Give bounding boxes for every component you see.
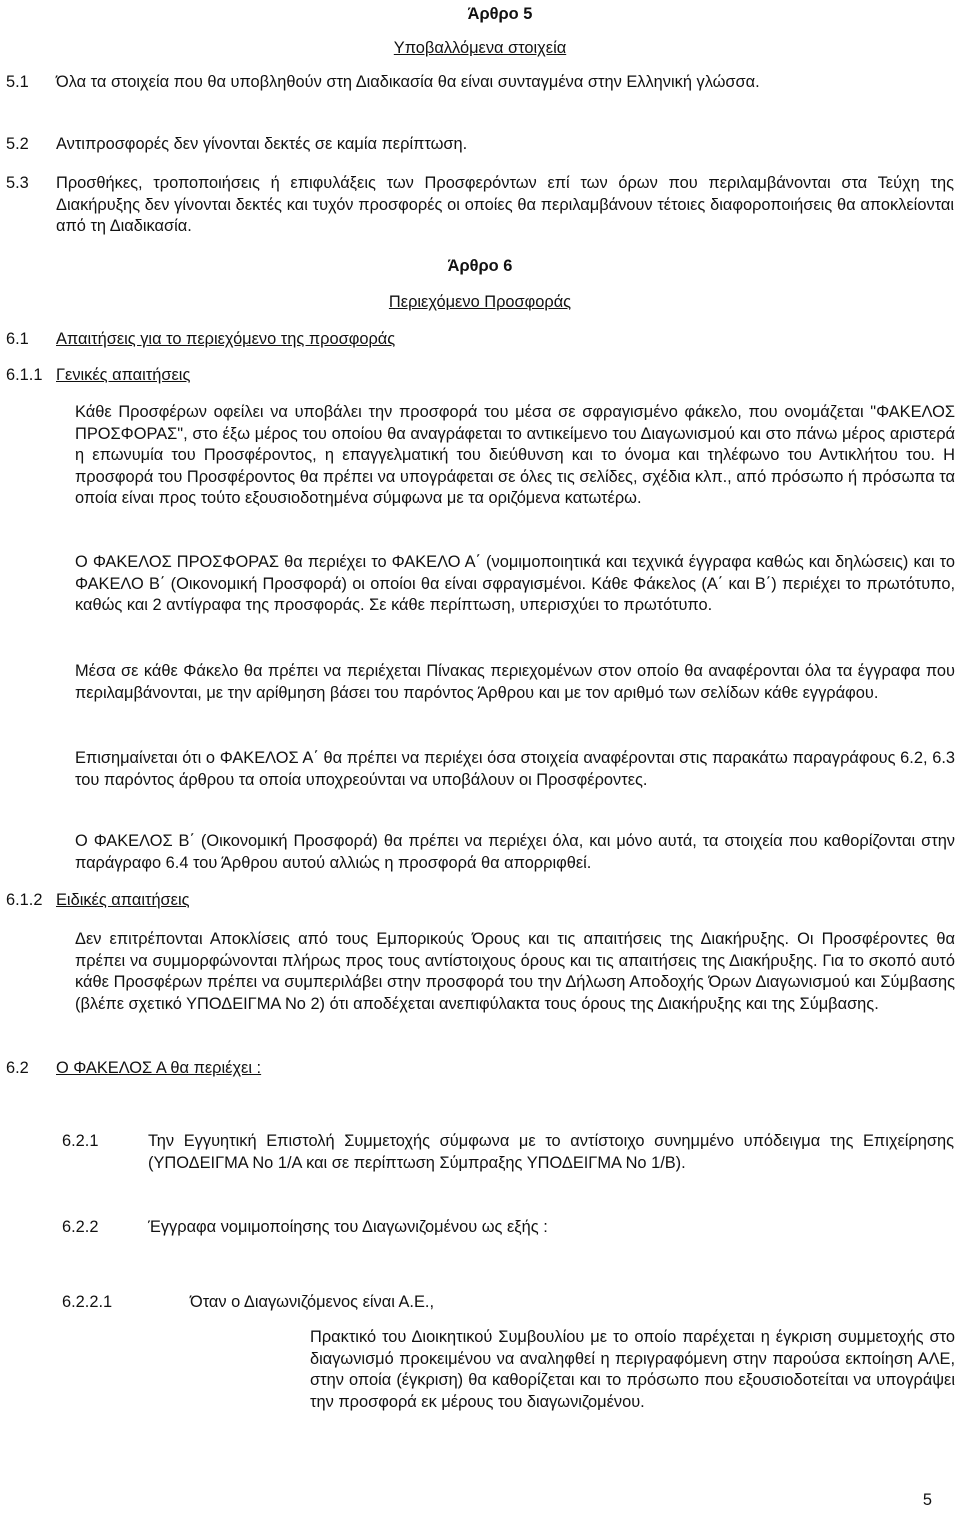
item-6-2-2-number: 6.2.2 (62, 1218, 99, 1236)
general-paragraph-3: Μέσα σε κάθε Φάκελο θα πρέπει να περιέχεται Πίνακας περιεχομένων στον οποίο θα αναφέρονται όλα τα έγγραφα που περιλαμβάνονται, με την αρίθμηση βάσει του παρόντος Άρθρου και με τον αριθμό των σελίδων κάθε εγγράφου. (75, 662, 955, 702)
section-6-1-2-heading: Ειδικές απαιτήσεις (56, 891, 190, 909)
section-6-2-heading: Ο ΦΑΚΕΛΟΣ Α θα περιέχει : (56, 1059, 262, 1077)
article-6-subtitle: Περιεχόμενο Προσφοράς (388, 293, 572, 311)
item-6-2-2-text: Έγγραφα νομιμοποίησης του Διαγωνιζομένου ως εξής : (148, 1218, 548, 1236)
item-5-2-text: Αντιπροσφορές δεν γίνονται δεκτές σε καμία περίπτωση. (56, 135, 468, 153)
article-5-title: Άρθρο 5 (467, 5, 533, 23)
article-5-subtitle: Υποβαλλόμενα στοιχεία (393, 39, 567, 57)
company-paragraph: Πρακτικό του Διοικητικού Συμβουλίου με το οποίο παρέχεται η έγκριση συμμετοχής στο διαγωνισμό προκειμένου να αναληφθεί η περιγραφόμενη στην παρούσα εκποίηση ΑΛΕ, στην οποία (έγκριση) θα καθορίζεται και το πρόσωπο που εξουσιοδοτείται να υπογράψει την προσφορά εκ μέρους του διαγωνιζομένου. (310, 1328, 955, 1411)
section-6-1-number: 6.1 (6, 330, 29, 348)
general-paragraph-5: Ο ΦΑΚΕΛΟΣ Β΄ (Οικονομική Προσφορά) θα πρέπει να περιέχει όλα, και μόνο αυτά, τα στοιχεία που καθορίζονται στην παράγραφο 6.4 του Άρθρου αυτού αλλιώς η προσφορά θα απορριφθεί. (75, 832, 955, 872)
section-6-1-1-heading: Γενικές απαιτήσεις (56, 366, 191, 384)
page-number: 5 (922, 1491, 932, 1509)
item-6-2-1-number: 6.2.1 (62, 1132, 99, 1150)
item-6-2-2-1-number: 6.2.2.1 (62, 1293, 113, 1311)
item-5-1-number: 5.1 (6, 73, 29, 91)
article-6-title: Άρθρο 6 (447, 257, 513, 275)
general-paragraph-2: Ο ΦΑΚΕΛΟΣ ΠΡΟΣΦΟΡΑΣ θα περιέχει το ΦΑΚΕΛΟ Α΄ (νομιμοποιητικά και τεχνικά έγγραφα καθώς και δηλώσεις) και το ΦΑΚΕΛΟ Β΄ (Οικονομική Προσφορά) οι οποίοι θα είναι σφραγισμένοι. Κάθε Φάκελος (Α΄ και Β΄) περιέχει το πρωτότυπο, καθώς και 2 αντίγραφα της προσφοράς. Σε κάθε περίπτωση, υπερισχύει το πρωτότυπο. (75, 553, 955, 615)
general-paragraph-4: Επισημαίνεται ότι ο ΦΑΚΕΛΟΣ Α΄ θα πρέπει να περιέχει όσα στοιχεία αναφέρονται στις παρακάτω παραγράφους 6.2, 6.3 του παρόντος άρθρου τα οποία υποχρεούνται να υποβάλουν οι Προσφέροντες. (75, 749, 955, 789)
general-paragraph-1: Κάθε Προσφέρων οφείλει να υποβάλει την προσφορά του μέσα σε σφραγισμένο φάκελο, που ονομάζεται "ΦΑΚΕΛΟΣ ΠΡΟΣΦΟΡΑΣ", στο έξω μέρος του οποίου θα αναγράφεται το αντικείμενο του Διαγωνισμού και στο πάνω μέρος αριστερά η επωνυμία του Προσφέροντος, η επαγγελματική του διεύθυνση και το όνομα και τηλέφωνο του Αντικλήτου του. Η προσφορά του Προσφέροντος θα πρέπει να υπογράφεται σε όλες τις σελίδες, σχέδια κλπ., από πρόσωπο ή πρόσωπα τα οποία είναι προς τούτο εξουσιοδοτημένα σύμφωνα με τα οριζόμενα κατωτέρω. (75, 403, 955, 508)
item-5-1-text: Όλα τα στοιχεία που θα υποβληθούν στη Διαδικασία θα είναι συνταγμένα στην Ελληνική γλώσσα. (56, 73, 760, 91)
item-6-2-2-1-text: Όταν ο Διαγωνιζόμενος είναι Α.Ε., (190, 1293, 435, 1311)
item-5-3-number: 5.3 (6, 174, 29, 192)
section-6-1-2-number: 6.1.2 (6, 891, 43, 909)
item-6-2-1-text: Την Εγγυητική Επιστολή Συμμετοχής σύμφωνα με το αντίστοιχο συνημμένο υπόδειγμα της Επιχείρησης (ΥΠΟΔΕΙΓΜΑ Νο 1/Α και σε περίπτωση Σύμπραξης ΥΠΟΔΕΙΓΜΑ Νο 1/Β). (148, 1132, 954, 1172)
special-paragraph: Δεν επιτρέπονται Αποκλίσεις από τους Εμπορικούς Όρους και τις απαιτήσεις της Διακήρυξης. Οι Προσφέροντες θα πρέπει να συμμορφώνονται πλήρως προς τους αντίστοιχους όρους και τις απαιτήσεις της Διακήρυξης. Για το σκοπό αυτό κάθε Προσφέρων πρέπει να συμπεριλάβει στην προσφορά του την Δήλωση Αποδοχής Όρων Διαγωνισμού και Σύμβασης (βλέπε σχετικό ΥΠΟΔΕΙΓΜΑ Νο 2) ότι αποδέχεται ανεπιφύλακτα τους όρους της Διακήρυξης και της Σύμβασης. (75, 930, 955, 1013)
item-5-2-number: 5.2 (6, 135, 29, 153)
section-6-1-1-number: 6.1.1 (6, 366, 43, 384)
section-6-1-heading: Απαιτήσεις για το περιεχόμενο της προσφοράς (56, 330, 396, 348)
item-5-3-text: Προσθήκες, τροποποιήσεις ή επιφυλάξεις των Προσφερόντων επί των όρων που περιλαμβάνονται στα Τεύχη της Διακήρυξης δεν γίνονται δεκτές και τυχόν προσφορές οι οποίες θα περιλαμβάνουν τέτοιες διαφοροποιήσεις θα αποκλείονται από τη Διαδικασία. (56, 174, 954, 236)
section-6-2-number: 6.2 (6, 1059, 29, 1077)
